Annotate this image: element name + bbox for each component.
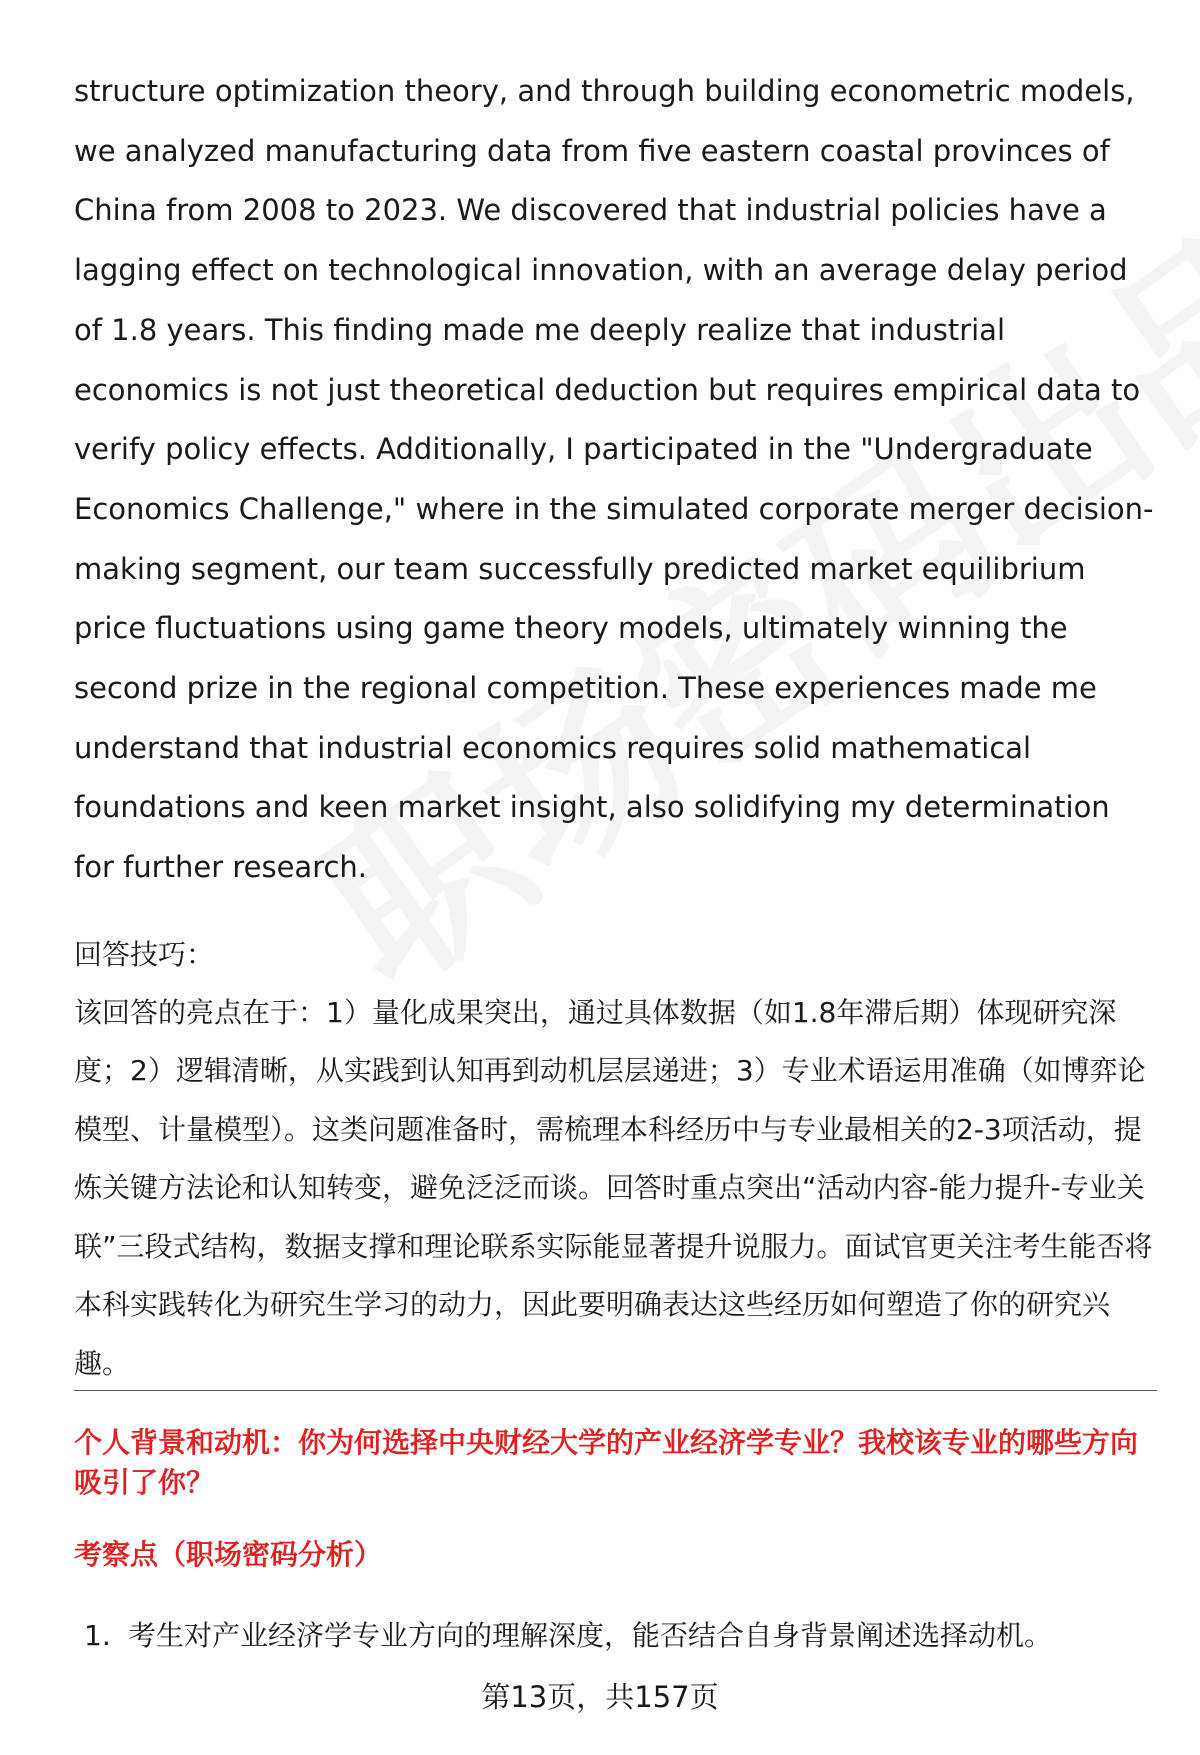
- page-content: [74, 62, 1154, 1393]
- tips-heading: 回答技巧：: [74, 937, 215, 971]
- tips-paragraph: 该回答的亮点在于：1）量化成果突出，通过具体数据（如1.8年滞后期）体现研究深度；2）逻辑清晰，从实践到认知再到动机层层递进；3）专业术语运用准确（如博弈论模型、计量模型）。这类问题准备时，需梳理本科经历中与专业最相关的2-3项活动，提炼关键方法论和认知转变，避免泛泛而谈。回答时重点突出“活动内容-能力提升-专业关联”三段式结构，数据支撑和理论联系实际能显著提升说服力。面试官更关注考生能否将本科实践转化为研究生学习的动力，因此要明确表达这些经历如何塑造了你的研究兴趣。: [74, 995, 1153, 1380]
- list-item: [84, 1616, 1052, 1656]
- list-item-text: 考生对产业经济学专业方向的理解深度，能否结合自身背景阐述选择动机。: [128, 1619, 1053, 1652]
- english-answer-paragraph: structure optimization theory, and through building econometric models, we analyzed manufacturing data from five eastern coastal provinces of China from 2008 to 2023. We discovered that industrial policies have a lagging effect on technological innovation, with an average delay period of 1.8 years. This finding made me deeply realize that industrial economics is not just theoretical deduction but requires empirical data to verify policy effects. Additionally, I participated in the "Undergraduate Economics Challenge," where in the simulated corporate merger decision-making segment, our team successfully predicted market equilibrium price fluctuations using game theory models, ultimately winning the second prize in the regional competition. These experiences made me understand that industrial economics requires solid mathematical foundations and keen market insight, also solidifying my determination for further research.: [74, 74, 1154, 885]
- list-item-number: 1.: [84, 1619, 111, 1652]
- page-footer: 第13页，共157页: [481, 1680, 719, 1714]
- analysis-heading: 考察点（职场密码分析）: [74, 1538, 383, 1571]
- question-title: 个人背景和动机：你为何选择中央财经大学的产业经济学专业？我校该专业的哪些方向吸引了你？: [74, 1426, 1139, 1499]
- section-divider: [74, 1390, 1157, 1391]
